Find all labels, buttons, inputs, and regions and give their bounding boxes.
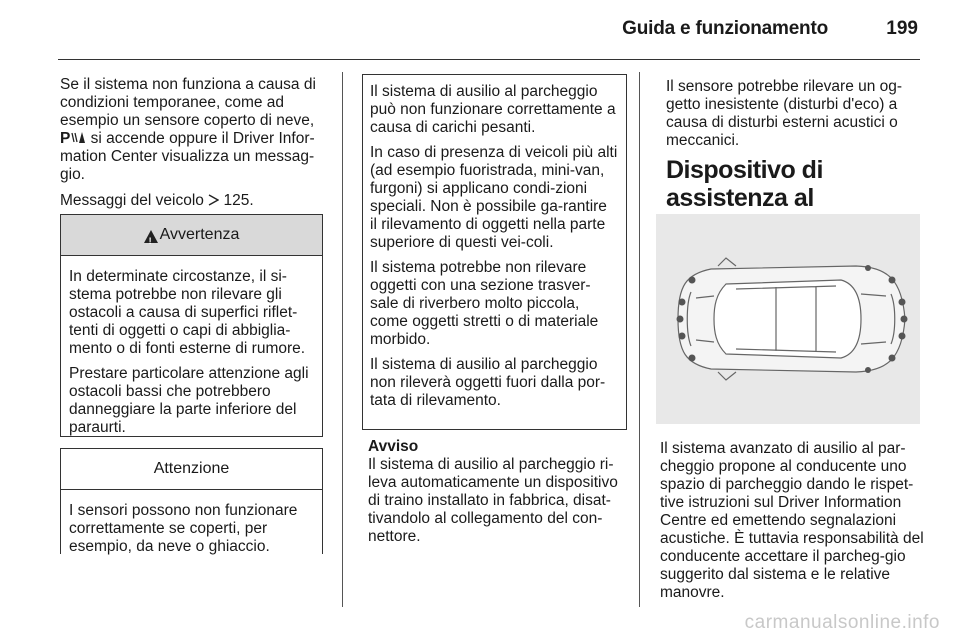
warning-title: Avvertenza	[159, 226, 240, 243]
caution-header	[61, 449, 322, 490]
note	[368, 438, 630, 546]
section-title: Dispositivo di assistenza al	[666, 156, 823, 212]
parking-sensor-icon: P	[60, 130, 86, 147]
paragraph: Messaggi del veicolo 125.	[60, 192, 254, 209]
watermark: carmanualsonline.info	[744, 612, 940, 633]
page-number: 199	[886, 18, 918, 39]
reference-arrow-icon	[208, 192, 219, 209]
paragraph: Il sensore potrebbe rilevare un og-getto inesistente (disturbi d'eco) a causa di disturbi esterni acustici o meccanici.	[666, 78, 903, 149]
note-text: Il sistema di ausilio al parcheggio ri-leva automaticamente un dispositivo di traino installato in fabbrica, disat-tivandolo al collegamento del con-nettore.	[368, 456, 618, 545]
warning-paragraph: In determinate circostanze, il si-stema potrebbe non rilevare gli ostacoli a causa di superfici riflet-tenti di oggetti o capi di abbiglia-mento o di fonti esterne di rumore.	[69, 268, 306, 357]
warning-triangle-icon	[144, 230, 158, 243]
info-paragraph: Il sistema di ausilio al parcheggio non rileverà oggetti fuori dalla por-tata di rilevamento.	[370, 356, 606, 409]
section-paragraph: Il sistema avanzato di ausilio al par-cheggio propone al conducente uno spazio di parcheggio dando le rispet-tive istruzioni sul Driver Information Centre ed emettendo segnalazioni acustiche. È tuttavia responsabilità del conducente accettare il parcheg-gio suggerito dal sistema e le relative manovre.	[660, 440, 924, 601]
warning-header	[61, 215, 322, 256]
note-title: Avviso	[368, 438, 419, 455]
info-paragraph: Il sistema di ausilio al parcheggio può non funzionare correttamente a causa di carichi pesanti.	[370, 83, 616, 136]
car-sensor-illustration	[656, 214, 920, 424]
caution-box	[60, 448, 323, 554]
caution-paragraph: I sensori possono non funzionare correttamente se coperti, per esempio, da neve o ghiaccio.	[69, 502, 298, 555]
info-paragraph: In caso di presenza di veicoli più alti (ad esempio fuoristrada, mini-van, furgoni) si applicano condi-zioni speciali. Non è possibile ga-rantire il rilevamento di oggetti nella parte superiore di questi vei-coli.	[370, 144, 618, 251]
info-box	[362, 74, 627, 430]
info-paragraph: Il sistema potrebbe non rilevare oggetti con una sezione trasver-sale di riverbero molto piccola, come oggetti stretti o di materiale morbido.	[370, 259, 599, 348]
column-divider-1	[342, 72, 343, 607]
header-title: Guida e funzionamento	[622, 18, 828, 39]
paragraph: Se il sistema non funziona a causa di condizioni temporanee, come ad esempio un sensore coperto di neve, P si accende oppure il Driver Infor-mation Center visualizza un messag-gio.	[60, 76, 316, 183]
column-divider-2	[639, 72, 640, 607]
warning-paragraph: Prestare particolare attenzione agli ostacoli bassi che potrebbero danneggiare la parte inferiore del paraurti.	[69, 365, 309, 436]
page-reference-link[interactable]: 125.	[223, 192, 254, 209]
header-rule	[58, 59, 920, 60]
warning-box	[60, 214, 323, 437]
column-1	[60, 76, 328, 218]
caution-title: Attenzione	[153, 460, 230, 477]
